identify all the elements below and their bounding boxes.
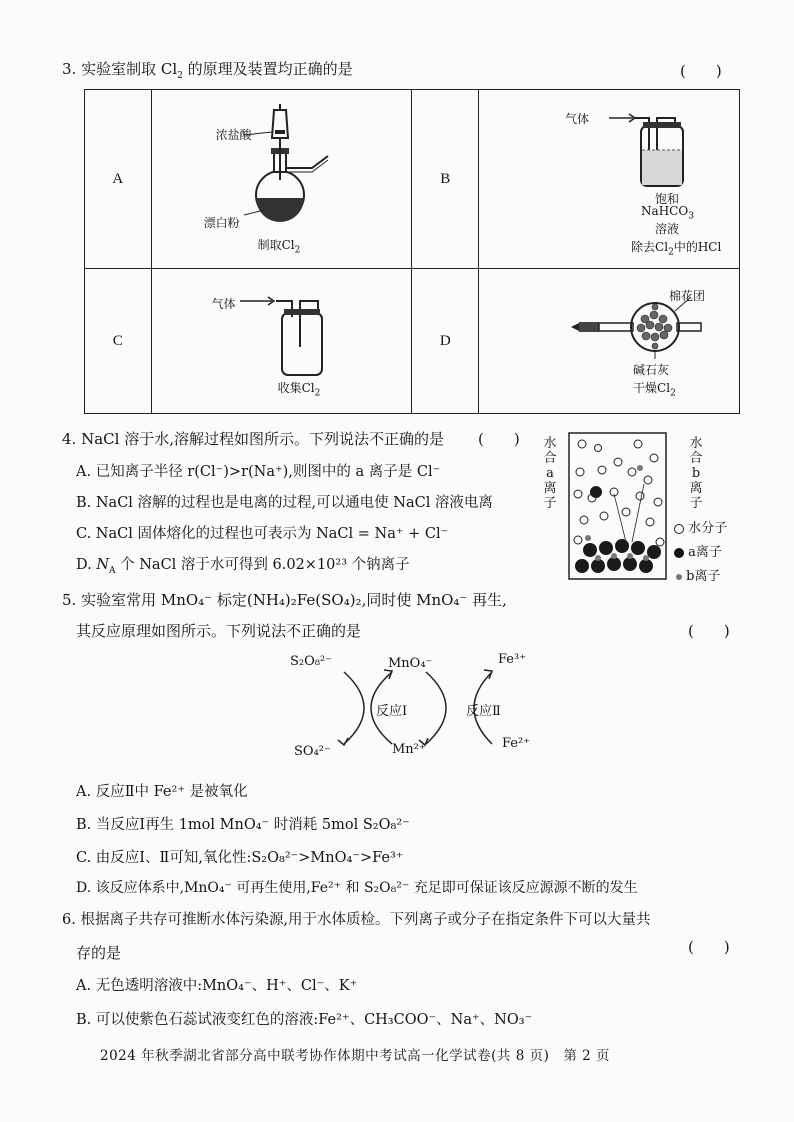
- label-solution: 溶液: [655, 222, 680, 236]
- legend-a-ion: a离子: [674, 541, 722, 560]
- b-ion-icon: [676, 574, 682, 580]
- q5-option-b: B. 当反应Ⅰ再生 1mol MnO₄⁻ 时消耗 5mol S₂O₈²⁻: [76, 817, 410, 833]
- q4-option-b: B. NaCl 溶解的过程也是电离的过程,可以通电使 NaCl 溶液电离: [76, 495, 493, 511]
- q5-option-d: D. 该反应体系中,MnO₄⁻ 可再生使用,Fe²⁺ 和 S₂O₈²⁻ 充足即可保证该反应源源不断的发生: [76, 880, 638, 896]
- q3-option-c-figure: [151, 269, 412, 414]
- page-footer: 2024 年秋季湖北省部分高中联考协作体期中考试高一化学试卷(共 8 页) 第 2 页: [100, 1048, 611, 1064]
- label-fe2: Fe²⁺: [502, 736, 531, 751]
- q3-option-a-letter: A: [85, 90, 152, 269]
- water-molecule-icon: [674, 524, 684, 534]
- nacl-dissolution-figure: [538, 432, 668, 584]
- label-gas-in-c: 气体: [211, 297, 236, 311]
- a-ion-icon: [674, 548, 684, 558]
- q5-option-a: A. 反应Ⅱ中 Fe²⁺ 是被氧化: [76, 784, 248, 800]
- q5-option-c: C. 由反应Ⅰ、Ⅱ可知,氧化性:S₂O₈²⁻>MnO₄⁻>Fe³⁺: [76, 850, 404, 866]
- label-gas-in-b: 气体: [565, 112, 590, 126]
- caption-b: 除去$Cl_2$中的HCl: [631, 240, 722, 258]
- q6-option-b: B. 可以使紫色石蕊试液变红色的溶液:Fe²⁺、CH₃COO⁻、Na⁺、NO₃⁻: [76, 1012, 533, 1028]
- q3-option-a-figure: [151, 90, 412, 269]
- q3-option-d-figure: [479, 269, 740, 414]
- q6-stem-line2: 存的是: [76, 944, 122, 962]
- q4-stem: 4. NaCl 溶于水,溶解过程如图所示。下列说法不正确的是: [62, 430, 444, 448]
- q4-option-d: D. $N_A$ 个 NaCl 溶于水可得到 6.02×10²³ 个钠离子: [76, 557, 410, 576]
- q3-option-b-letter: B: [412, 90, 479, 269]
- label-reaction-2: 反应Ⅱ: [466, 704, 501, 719]
- label-nahco3: NaHCO$_3$: [641, 204, 694, 222]
- q6-stem-line1: 6. 根据离子共存可推断水体污染源,用于水体质检。下列离子或分子在指定条件下可以大量共: [62, 912, 651, 928]
- q6-answer-paren: ( ): [688, 938, 730, 956]
- label-soda-lime: 碱石灰: [633, 363, 670, 377]
- q3-stem: 3. 实验室制取 $Cl_2$ 的原理及装置均正确的是: [62, 60, 353, 81]
- q3-option-b-figure: [479, 90, 740, 269]
- q3-option-d-letter: D: [412, 269, 479, 414]
- label-s2o8: S₂O₈²⁻: [290, 654, 333, 669]
- q6-option-a: A. 无色透明溶液中:MnO₄⁻、H⁺、Cl⁻、K⁺: [76, 978, 358, 994]
- q3-option-c-letter: C: [85, 269, 152, 414]
- dissolution-beaker: [568, 432, 668, 582]
- label-hydrated-a-ion: 水 合 a 离 子: [543, 436, 557, 511]
- q4-option-c: C. NaCl 固体熔化的过程也可表示为 NaCl = Na⁺ + Cl⁻: [76, 526, 449, 542]
- q5-stem-line1: 5. 实验室常用 MnO₄⁻ 标定(NH₄)₂Fe(SO₄)₂,同时使 MnO₄⁻ 再生,: [62, 591, 507, 609]
- label-mno4: MnO₄⁻: [388, 656, 433, 671]
- q4-answer-paren: ( ): [478, 430, 520, 448]
- q5-reaction-cycle-diagram: [280, 648, 540, 768]
- label-conc-hcl: 浓盐酸: [215, 128, 252, 142]
- label-cotton: 棉花团: [669, 289, 706, 303]
- label-hydrated-b-ion: 水 合 b 离 子: [689, 436, 703, 511]
- label-saturated: 饱和: [655, 192, 680, 206]
- label-fe3: Fe³⁺: [498, 652, 527, 667]
- q5-stem-line2: 其反应原理如图所示。下列说法不正确的是: [76, 622, 362, 640]
- q3-answer-paren: ( ): [680, 62, 722, 80]
- q3-apparatus-table: [84, 89, 740, 414]
- label-reaction-1: 反应Ⅰ: [376, 704, 408, 719]
- label-mn2: Mn²⁺: [392, 742, 426, 757]
- label-bleach-powder: 漂白粉: [203, 216, 240, 230]
- q5-answer-paren: ( ): [688, 622, 730, 640]
- caption-c: 收集$Cl_2$: [277, 381, 321, 399]
- q4-option-a: A. 已知离子半径 r(Cl⁻)>r(Na⁺),则图中的 a 离子是 Cl⁻: [76, 464, 441, 480]
- caption-d: 干燥$Cl_2$: [633, 381, 676, 399]
- label-so4: SO₄²⁻: [294, 744, 331, 759]
- caption-a: 制取$Cl_2$: [257, 238, 301, 256]
- legend-b-ion: b离子: [676, 565, 720, 584]
- legend-water: 水分子: [674, 517, 727, 536]
